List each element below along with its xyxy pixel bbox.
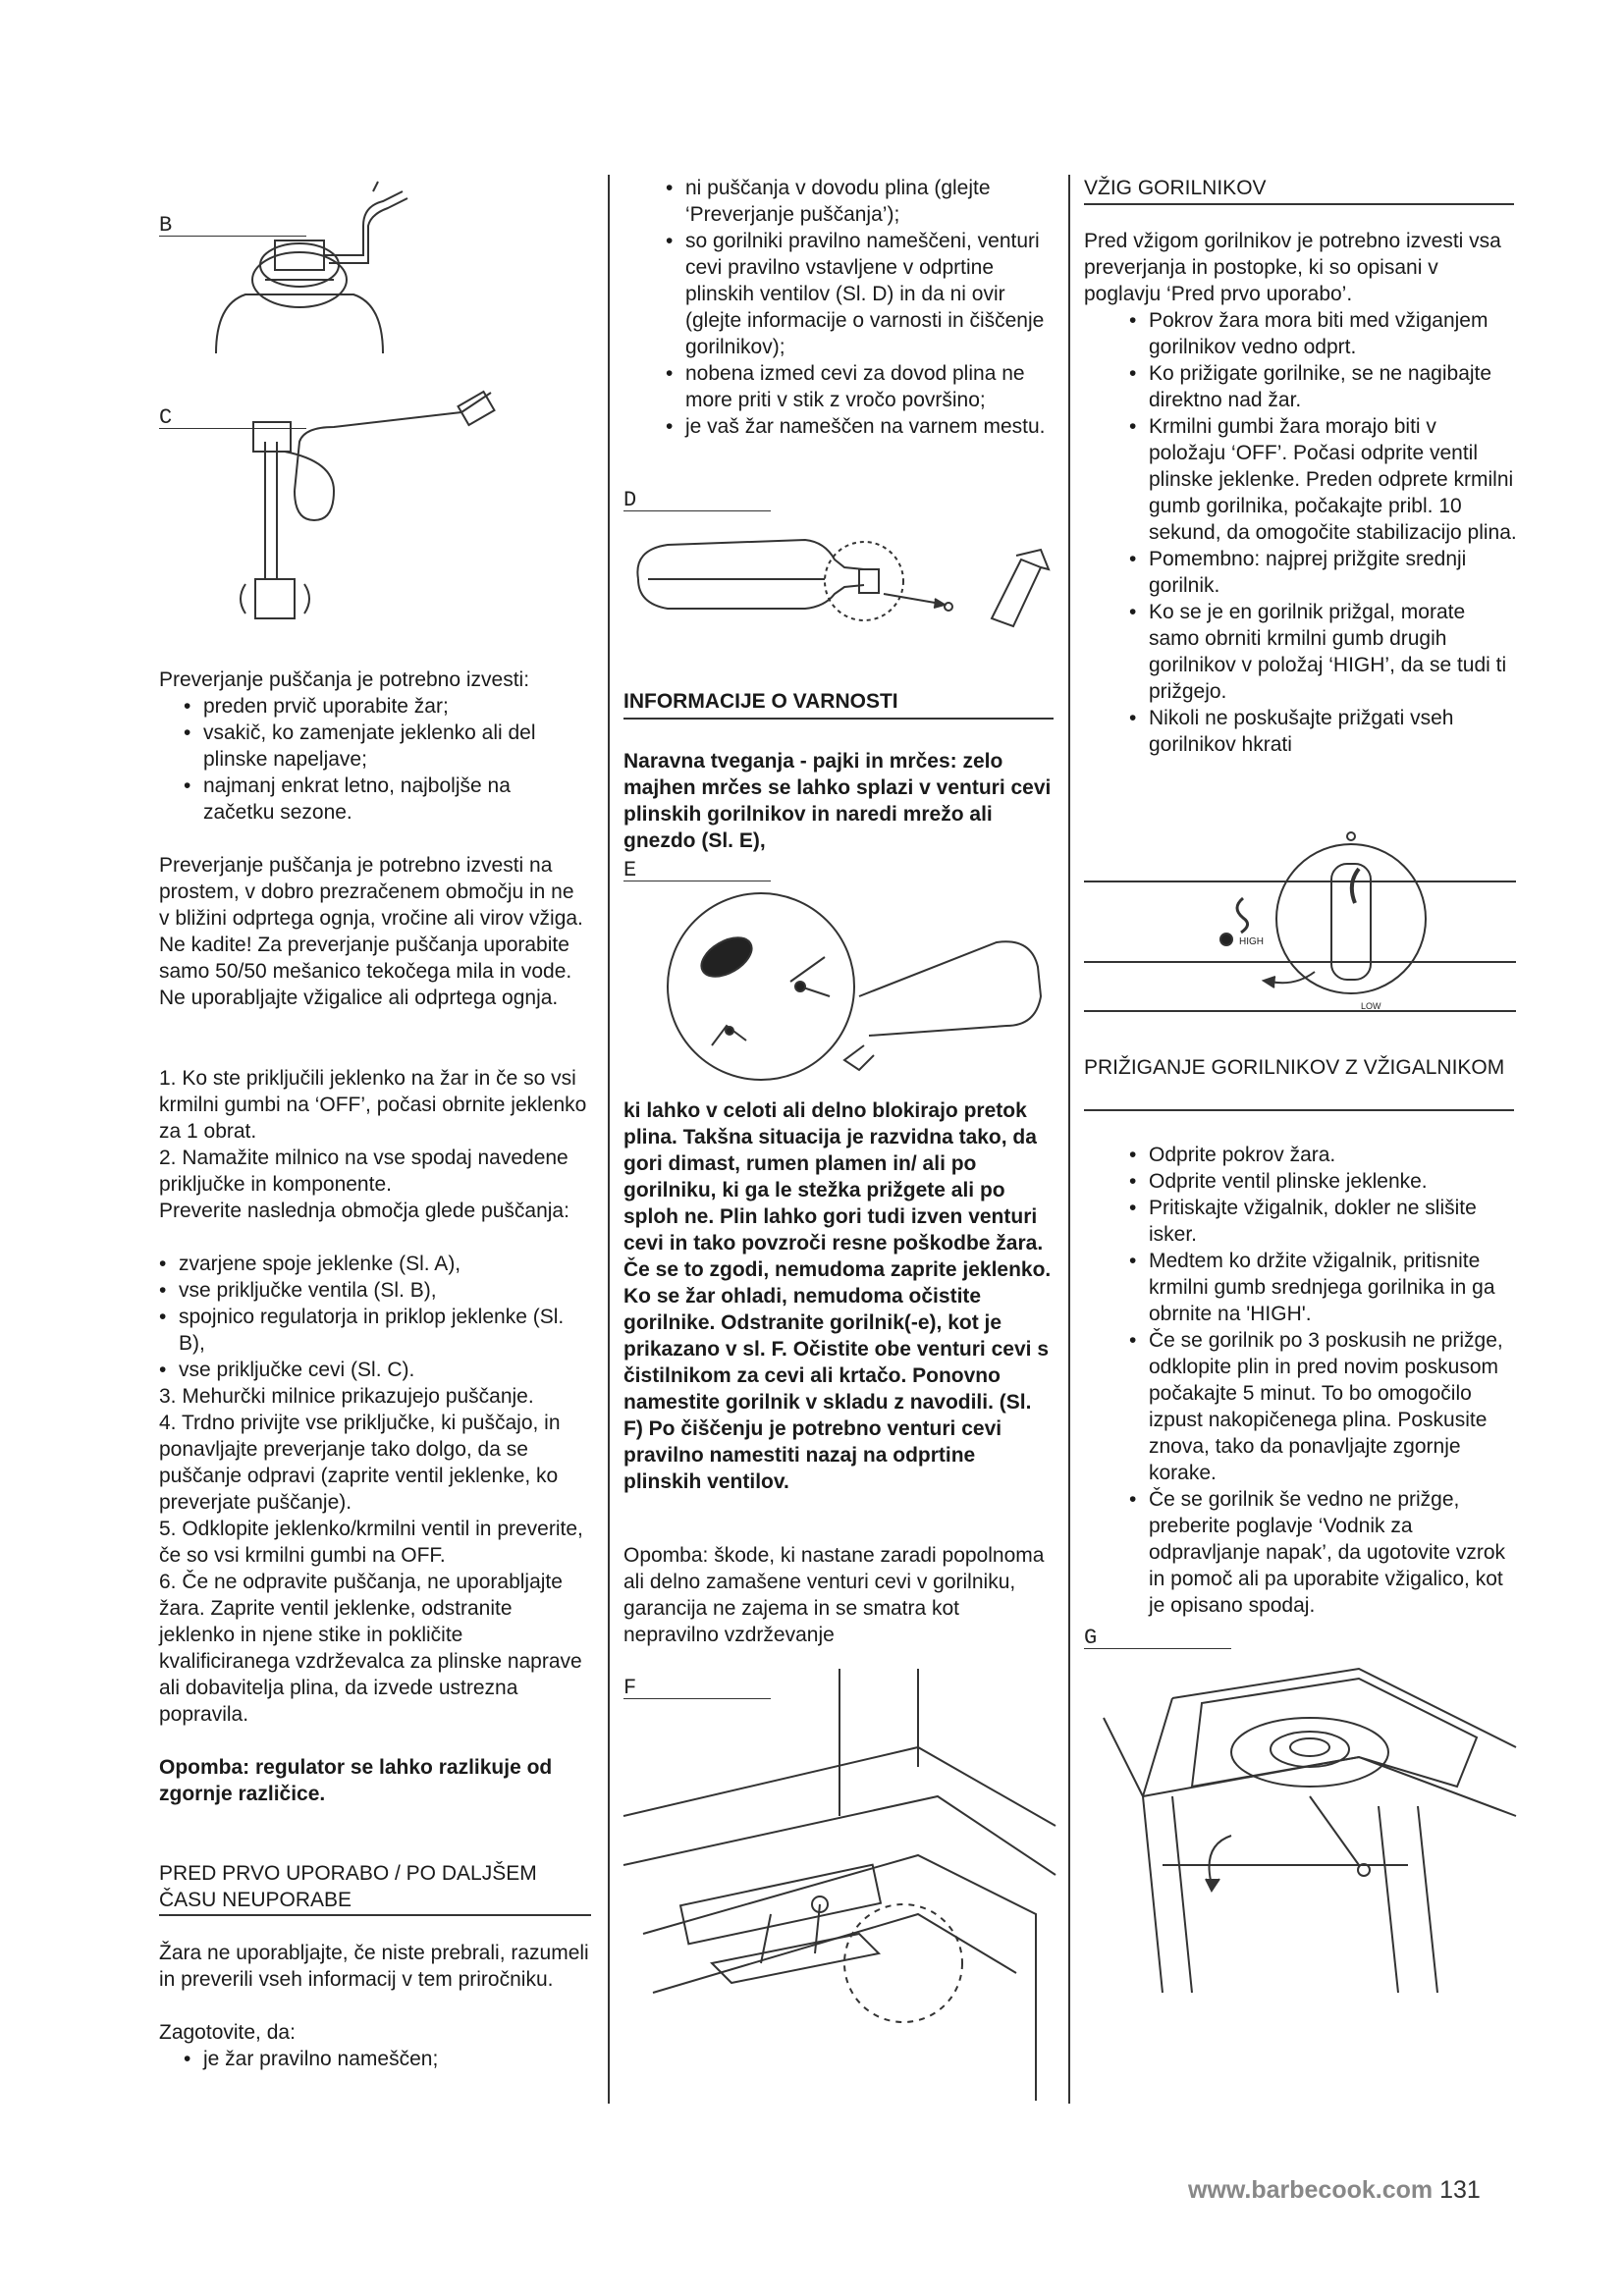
figure-label-f: F <box>623 1676 637 1700</box>
list-item: • Ko prižigate gorilnike, se ne nagibajte direktno nad žar. <box>1149 360 1518 413</box>
list-item: • Krmilni gumbi žara morajo biti v položaju ‘OFF’. Počasi odprite ventil plinske jeklenke. Preden odprete krmilni gumb gorilnika, počakajte pribl. 10 sekund, da omogočite stabilizacijo plina. <box>1149 413 1518 546</box>
figure-d-burner-illustration <box>628 520 1051 648</box>
list-item: • Medtem ko držite vžigalnik, pritisnite krmilni gumb srednjega gorilnika in ga obrnite na 'HIGH'. <box>1149 1248 1518 1327</box>
lighter-list <box>1149 1142 1518 1619</box>
leak-conditions-paragraph: Preverjanje puščanja je potrebno izvesti na prostem, v dobro prezračenem območju in ne v bližini odprtega ognja, vročine ali virov vžiga. Ne kadite! Za preverjanje puščanja uporabite samo 50/50 mešanico tekočega mila in vode. Ne uporabljajte vžigalice ali odprtega ognja. <box>159 854 583 1009</box>
leak-intro: Preverjanje puščanja je potrebno izvesti: <box>159 668 530 691</box>
knob-high-label: HIGH <box>1239 936 1264 947</box>
list-item: • nobena izmed cevi za dovod plina ne more priti v stik z vročo površino; <box>685 360 1054 413</box>
before-use-paragraph: Žara ne uporabljajte, če niste prebrali, razumeli in preverili vseh informacij v tem priročniku. <box>159 1942 589 1991</box>
section-rule-ignition <box>1084 203 1514 205</box>
section-heading-lighter: PRIŽIGANJE GORILNIKOV Z VŽIGALNIKOM <box>1084 1056 1505 1079</box>
list-item: • ni puščanja v dovodu plina (glejte ‘Preverjanje puščanja’); <box>685 175 1054 228</box>
list-item: • Nikoli ne poskušajte prižgati vseh gorilnikov hkrati <box>1149 705 1518 758</box>
list-item: • je vaš žar nameščen na varnem mestu. <box>685 413 1054 440</box>
step-4: 4. Trdno privijte vse priključke, ki puščajo, in ponavljajte preverjanje tako dolgo, da se puščanje odpravi (zaprite ventil jeklenke, ko preverjate puščanje). <box>159 1412 561 1514</box>
section-rule-lighter <box>1084 1109 1514 1111</box>
ignition-paragraph: Pred vžigom gorilnikov je potrebno izvesti vsa preverjanja in postopke, ki so opisani v poglavju ‘Pred prvo uporabo’. <box>1084 230 1501 305</box>
figure-label-b: B <box>159 213 173 238</box>
step-2: 2. Namažite milnico na vse spodaj navedene priključke in komponente. <box>159 1147 568 1196</box>
list-item: • najmanj enkrat letno, najboljše na začetku sezone. <box>203 773 578 826</box>
list-item: • so gorilniki pravilno nameščeni, venturi cevi pravilno vstavljene v odprtine plinskih ventilov (Sl. D) in da ni ovir (glejte informacije o varnosti in čiščenje gorilnikov); <box>685 228 1054 360</box>
safety-warning-continued: ki lahko v celoti ali delno blokirajo pretok plina. Takšna situacija je razvidna tako, da gori dimast, rumen plamen in/ ali po gorilniku, ki ga le stežka prižgete ali po sploh ne. Plin lahko gori tudi izven venturi cevi in tako povzroči resne poškodbe žara. Če se to zgodi, nemudoma zaprite jeklenko. Ko se žar ohladi, nemudoma očistite gorilnike. Odstranite gorilnik(-e), kot je prikazano v sl. F. Očistite obe venturi cevi s čistilnikom za cevi ali krtačo. Ponovno namestite gorilnik v skladu z navodili. (Sl. F) Po čiščenju je potrebno venturi cevi pravilno namestiti nazaj na odprtine plinskih ventilov. <box>623 1099 1052 1493</box>
list-item: • Če se gorilnik še vedno ne prižge, preberite poglavje ‘Vodnik za odpravljanje napak’, da ugotovite vzrok in pomoč ali pa uporabite vžigalico, kot je opisano spodaj. <box>1149 1486 1518 1619</box>
list-item: • Pritiskajte vžigalnik, dokler ne slišite isker. <box>1149 1195 1518 1248</box>
list-item: • zvarjene spoje jeklenke (Sl. A), <box>179 1251 591 1277</box>
ensure-list-continued <box>685 175 1054 440</box>
list-item: • je žar pravilno nameščen; <box>203 2046 586 2072</box>
list-item: • Ko se je en gorilnik prižgal, morate samo obrniti krmilni gumb drugih gorilnikov v položaj ‘HIGH’, da se tudi ti prižgejo. <box>1149 599 1518 705</box>
column-divider-right <box>1068 175 1070 2104</box>
list-item: • preden prvič uporabite žar; <box>203 693 578 720</box>
list-item: • spojnico regulatorja in priklop jeklenke (Sl. B), <box>179 1304 591 1357</box>
list-item: • vse priključke cevi (Sl. C). <box>179 1357 591 1383</box>
list-item: • vsakič, ko zamenjate jeklenko ali del plinske napeljave; <box>203 720 578 773</box>
page-number: 131 <box>1439 2176 1481 2204</box>
column-divider-left <box>608 175 610 2104</box>
step-6: 6. Če ne odpravite puščanja, ne uporabljajte žara. Zaprite ventil jeklenke, odstranite jeklenko in njene stike in pokličite kvalificiranega vzdrževalca za plinske naprave ali dobavitelja plina, da izvede ustrezna popravila. <box>159 1571 582 1726</box>
ensure-intro: Zagotovite, da: <box>159 2021 296 2044</box>
figure-label-d: D <box>623 488 637 512</box>
section-rule-before-first-use <box>159 1914 591 1916</box>
figure-label-g: G <box>1084 1626 1098 1650</box>
list-item: • Pokrov žara mora biti med vžiganjem gorilnikov vedno odprt. <box>1149 307 1518 360</box>
check-intro: Preverite naslednja območja glede puščanja: <box>159 1200 569 1222</box>
footer-website: www.barbecook.com <box>1188 2176 1434 2204</box>
figure-b-valve-illustration <box>206 187 422 363</box>
section-rule-safety <box>623 718 1054 720</box>
control-knob-illustration <box>1084 825 1516 1031</box>
figure-rule-g <box>1084 1648 1231 1649</box>
step-3: 3. Mehurčki milnice prikazujejo puščanje. <box>159 1385 534 1408</box>
page-footer <box>1188 2177 1481 2204</box>
ignition-list <box>1149 307 1518 758</box>
check-areas-list <box>179 1251 591 1383</box>
figure-e-insects-illustration <box>653 888 1046 1075</box>
section-heading-safety: INFORMACIJE O VARNOSTI <box>623 690 898 713</box>
step-5: 5. Odklopite jeklenko/krmilni ventil in preverite, če so vsi krmilni gumbi na OFF. <box>159 1518 583 1567</box>
list-item: • Odprite pokrov žara. <box>1149 1142 1518 1168</box>
list-item: • Če se gorilnik po 3 poskusih ne prižge, odklopite plin in pred novim poskusom počakajte 5 minut. To bo omogočilo izpust nakopičenega plina. Poskusite znova, tako da ponavljajte zgornje korake. <box>1149 1327 1518 1486</box>
safety-warning: Naravna tveganja - pajki in mrčes: zelo majhen mrčes se lahko splazi v venturi cevi plinskih gorilnikov in naredi mrežo ali gnezdo (Sl. E), <box>623 750 1052 852</box>
list-item: • vse priključke ventila (Sl. B), <box>179 1277 591 1304</box>
figure-c-hose-illustration <box>226 383 511 638</box>
figure-label-e: E <box>623 858 637 882</box>
section-heading-ignition: VŽIG GORILNIKOV <box>1084 177 1267 199</box>
leak-occasions-list <box>203 693 578 826</box>
figure-label-c: C <box>159 405 173 430</box>
maintenance-remark: Opomba: škode, ki nastane zaradi popolnoma ali delno zamašene venturi cevi v gorilniku, garancija ne zajema in se smatra kot nepravilno vzdrževanje <box>623 1544 1045 1646</box>
knob-low-label: LOW <box>1361 1001 1381 1011</box>
regulator-note: Opomba: regulator se lahko razlikuje od zgornje različice. <box>159 1756 553 1805</box>
step-1: 1. Ko ste priključili jeklenko na žar in če so vsi krmilni gumbi na ‘OFF’, počasi obrnite jeklenko za 1 obrat. <box>159 1067 587 1143</box>
list-item: • Pomembno: najprej prižgite srednji gorilnik. <box>1149 546 1518 599</box>
ensure-list <box>203 2046 586 2072</box>
list-item: • Odprite ventil plinske jeklenke. <box>1149 1168 1518 1195</box>
section-heading-before-first-use: PRED PRVO UPORABO / PO DALJŠEM ČASU NEUPORABE <box>159 1862 537 1911</box>
figure-f-grill-cleaning-illustration <box>623 1669 1056 2101</box>
figure-g-side-burner-illustration <box>1084 1659 1516 1993</box>
figure-rule-d <box>623 510 771 511</box>
